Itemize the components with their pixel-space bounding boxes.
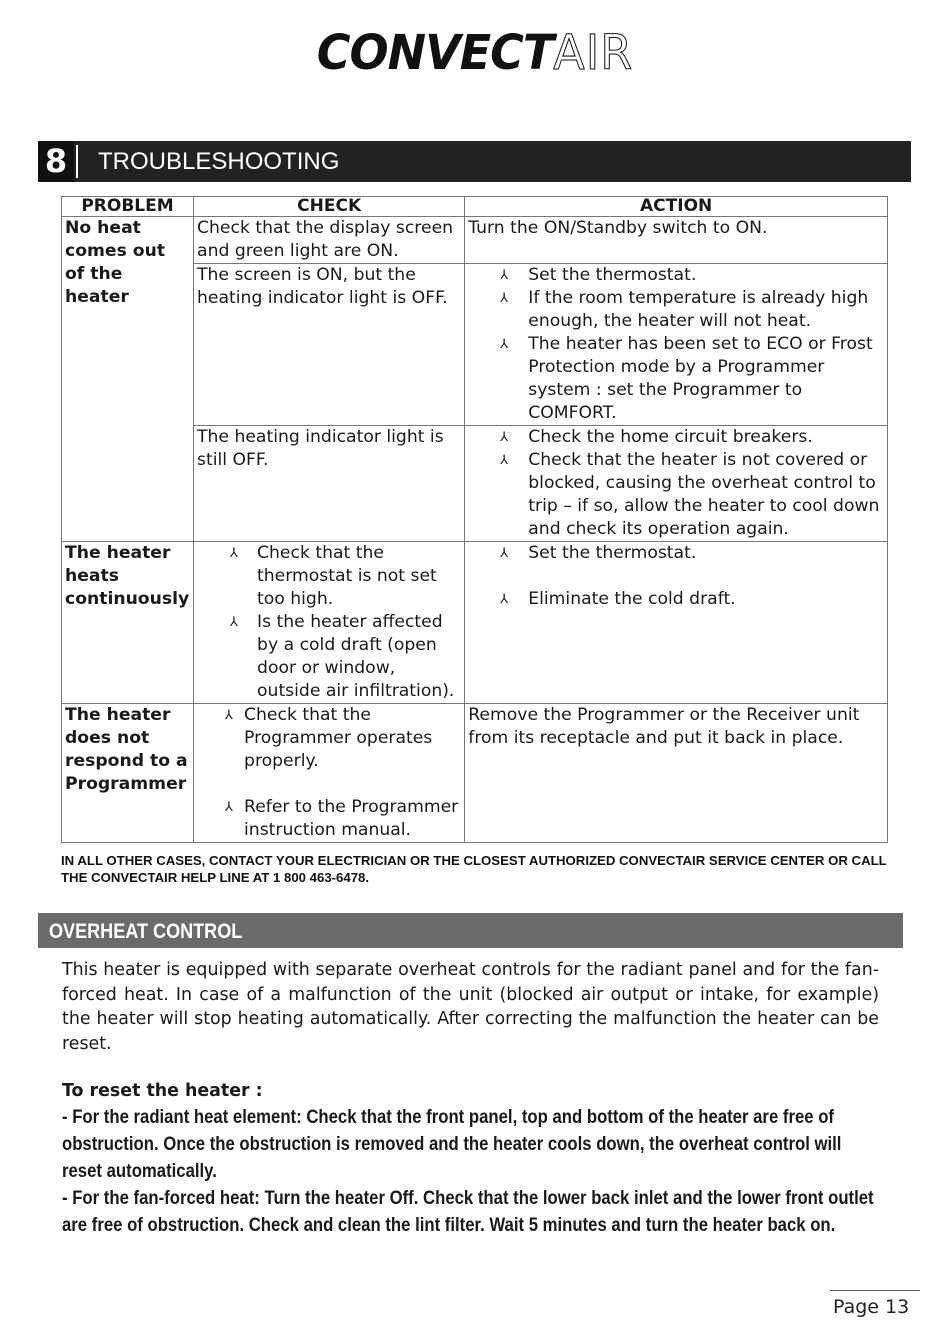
- bullet-triangle-icon: ⅄: [500, 337, 509, 352]
- contact-notice: IN ALL OTHER CASES, CONTACT YOUR ELECTRICIAN OR THE CLOSEST AUTHORIZED CONVECTAIR SERVICE CENTER OR CALL THE CONVECTAIR HELP LINE AT 1 800 463-6478.: [61, 853, 887, 885]
- bullet-triangle-icon: ⅄: [500, 453, 509, 468]
- check-cell: The screen is ON, but the heating indicator light is OFF.: [194, 264, 465, 426]
- page-number: Page 13: [833, 1296, 910, 1318]
- check-cell: [194, 542, 465, 704]
- list-item: ⅄ Eliminate the cold draft.: [500, 589, 736, 609]
- reset-heading: To reset the heater :: [62, 1081, 263, 1101]
- header-check: CHECK: [194, 197, 465, 217]
- section-header-overheat: [38, 913, 903, 948]
- troubleshooting-table: [61, 196, 888, 843]
- header-action: ACTION: [465, 197, 888, 217]
- reset-instruction-radiant: - For the radiant heat element: Check that the front panel, top and bottom of the heater are free of obstruction. Once the obstruction is removed and the heater cools down, the overheat control will reset automatically.: [62, 1107, 842, 1182]
- problem-cell: The heater heats continuously: [62, 542, 194, 704]
- bullet-triangle-icon: ⅄: [500, 268, 509, 283]
- list-item: ⅄ Is the heater affected by a cold draft (open door or window, outside air infiltration).: [230, 612, 455, 701]
- action-cell: Turn the ON/Standby switch to ON.: [465, 217, 888, 264]
- reset-instruction-fan: - For the fan-forced heat: Turn the heater Off. Check that the lower back inlet and the lower front outlet are free of obstruction. Check and clean the lint filter. Wait 5 minutes and turn the heater back on.: [62, 1188, 874, 1236]
- list-item: ⅄ Check that the Programmer operates properly.: [225, 705, 433, 771]
- problem-cell: No heat comes out of the heater: [62, 217, 194, 542]
- bullet-triangle-icon: ⅄: [230, 615, 238, 630]
- table-row: [62, 217, 888, 264]
- check-cell: The heating indicator light is still OFF.: [194, 426, 465, 542]
- logo-text-bold: CONVECT: [316, 23, 554, 81]
- footer-divider: [830, 1290, 920, 1291]
- list-item: ⅄ The heater has been set to ECO or Frost Protection mode by a Programmer system : set the Programmer to COMFORT.: [500, 334, 873, 423]
- convectair-logo: [0, 23, 950, 81]
- action-cell: [465, 426, 888, 542]
- check-cell: Check that the display screen and green light are ON.: [194, 217, 465, 264]
- table-row: [62, 542, 888, 704]
- section-divider: [76, 145, 78, 178]
- bullet-triangle-icon: ⅄: [500, 592, 509, 607]
- section-number: 8: [38, 141, 74, 182]
- list-item: ⅄ Set the thermostat.: [500, 265, 697, 285]
- bullet-triangle-icon: ⅄: [500, 546, 509, 561]
- list-item: ⅄ Set the thermostat.: [500, 543, 697, 563]
- bullet-triangle-icon: ⅄: [230, 546, 238, 561]
- bullet-triangle-icon: ⅄: [225, 708, 233, 723]
- bullet-triangle-icon: ⅄: [500, 291, 509, 306]
- list-item: ⅄ Check that the heater is not covered or blocked, causing the overheat control to trip – if so, allow the heater to cool down and check its operation again.: [500, 450, 880, 539]
- bullet-triangle-icon: ⅄: [225, 800, 233, 815]
- bullet-triangle-icon: ⅄: [500, 430, 509, 445]
- section-title: OVERHEAT CONTROL: [49, 920, 243, 943]
- action-cell: [465, 542, 888, 704]
- problem-cell: The heater does not respond to a Programmer: [62, 704, 194, 843]
- section-header-troubleshooting: [38, 141, 911, 182]
- table-header-row: [62, 197, 888, 217]
- table-row: [62, 704, 888, 843]
- section-title: TROUBLESHOOTING: [98, 148, 340, 175]
- check-cell: [194, 704, 465, 843]
- logo-text-outline: AIR: [553, 23, 634, 81]
- list-item: ⅄ Check that the thermostat is not set too high.: [230, 543, 437, 609]
- overheat-paragraph: This heater is equipped with separate overheat controls for the radiant panel and for the fan-forced heat. In case of a malfunction of the unit (blocked air output or intake, for example) the heater will stop heating automatically. After correcting the malfunction the heater can be reset.: [62, 960, 879, 1054]
- action-cell: Remove the Programmer or the Receiver unit from its receptacle and put it back in place.: [465, 704, 888, 843]
- action-cell: [465, 264, 888, 426]
- header-problem: PROBLEM: [62, 197, 194, 217]
- list-item: ⅄ If the room temperature is already high enough, the heater will not heat.: [500, 288, 869, 331]
- list-item: ⅄ Check the home circuit breakers.: [500, 427, 813, 447]
- list-item: ⅄ Refer to the Programmer instruction manual.: [225, 797, 459, 840]
